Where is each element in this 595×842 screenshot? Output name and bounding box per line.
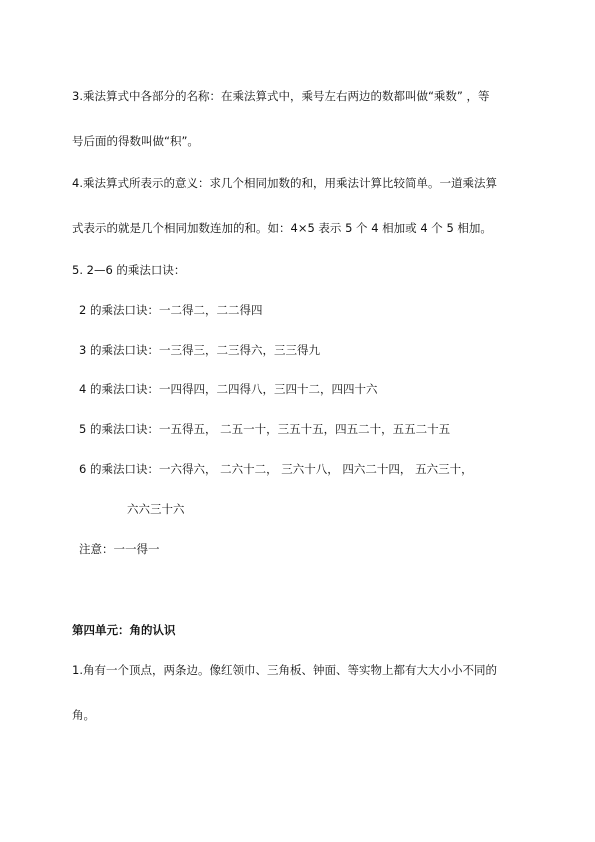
- item5-title: 5. 2—6 的乘法口诀：: [72, 263, 186, 277]
- rhyme-3: 3 的乘法口诀：一三得三，二三得六，三三得九: [79, 343, 320, 357]
- item4-line2: 式表示的就是几个相同加数连加的和。如：4×5 表示 5 个 4 相加或 4 个 5 相加。: [72, 221, 492, 235]
- rhyme-6: 6 的乘法口诀：一六得六， 二六十二， 三六十八， 四六二十四， 五六三十，: [79, 462, 473, 476]
- item3-line2: 号后面的得数叫做“积”。: [72, 134, 199, 148]
- rhyme-5: 5 的乘法口诀：一五得五， 二五一十，三五十五，四五二十，五五二十五: [79, 422, 451, 436]
- item3-line1: 3.乘法算式中各部分的名称：在乘法算式中，乘号左右两边的数都叫做“乘数” ，等: [72, 89, 490, 103]
- section4-item1-line2: 角。: [72, 708, 95, 722]
- note-line: 注意：一一得一: [79, 542, 160, 556]
- section4-item1-line1: 1.角有一个顶点，两条边。像红领巾、三角板、钟面、等实物上都有大大小小不同的: [72, 663, 497, 677]
- item4-line1: 4.乘法算式所表示的意义：求几个相同加数的和，用乘法计算比较简单。一道乘法算: [72, 176, 497, 190]
- rhyme-2: 2 的乘法口诀：一二得二，二二得四: [79, 303, 263, 317]
- rhyme-4: 4 的乘法口诀：一四得四，二四得八，三四十二，四四十六: [79, 382, 378, 396]
- section4-heading: 第四单元：角的认识: [72, 623, 176, 637]
- rhyme-6-continued: 六六三十六: [127, 502, 185, 516]
